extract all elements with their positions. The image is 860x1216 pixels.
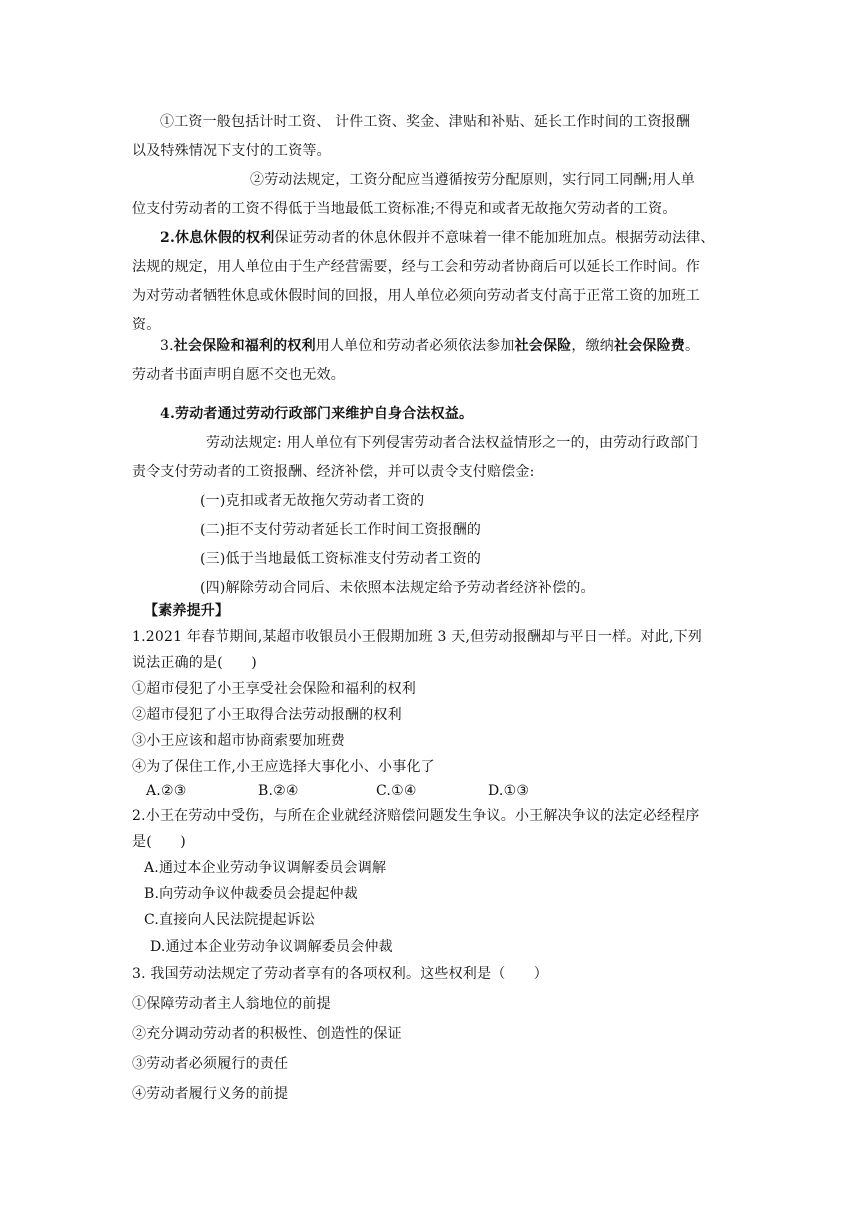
question-1-option-c: C.①④ (376, 783, 417, 799)
question-1-option-d: D.①③ (488, 783, 530, 799)
question-2-option-c: C.直接向人民法院提起诉讼 (144, 912, 316, 928)
wage-item-2-line-1: ②劳动法规定，工资分配应当遵循按劳分配原则，实行同工同酬;用人单 (250, 172, 696, 188)
question-3-stem: 3. 我国劳动法规定了劳动者享有的各项权利。这些权利是（ ） (132, 966, 549, 982)
question-2-stem-line-2: 是( ) (132, 834, 186, 850)
labor-admin-heading: 4.劳动者通过劳动行政部门来维护自身合法权益。 (160, 406, 474, 422)
section-title: 【素养提升】 (144, 603, 230, 619)
labor-admin-line-1: 劳动法规定: 用人单位有下列侵害劳动者合法权益情形之一的，由劳动行政部门 (206, 435, 699, 451)
labor-admin-list-item: (一)克扣或者无故拖欠劳动者工资的 (200, 493, 425, 509)
rest-rights-paragraph-line-1: 2.休息休假的权利保证劳动者的休息休假并不意味着一律不能加班加点。根据劳动法律、 (160, 230, 715, 246)
question-3-statement: ④劳动者履行义务的前提 (132, 1086, 289, 1102)
question-1-statement: ④为了保住工作,小王应选择大事化小、小事化了 (132, 759, 435, 775)
question-1-stem-line-2: 说法正确的是( ) (132, 655, 257, 671)
wage-item-2-line-2: 位支付劳动者的工资不得低于当地最低工资标准;不得克和或者无故拖欠劳动者的工资。 (132, 201, 677, 217)
social-insurance-paragraph-line-1: 3.社会保险和福利的权利用人单位和劳动者必须依法参加社会保险，缴纳社会保险费。 (160, 338, 700, 354)
labor-admin-list-item: (二)拒不支付劳动者延长工作时间工资报酬的 (200, 522, 482, 538)
question-3-statement: ①保障劳动者主人翁地位的前提 (132, 996, 331, 1012)
question-1-option-b: B.②④ (258, 783, 299, 799)
social-insurance-line-2: 劳动者书面声明自愿不交也无效。 (132, 367, 345, 383)
wage-item-1-line-2: 以及特殊情况下支付的工资等。 (132, 143, 331, 159)
question-1-statement: ①超市侵犯了小王享受社会保险和福利的权利 (132, 681, 416, 697)
question-1-stem-line-1: 1.2021 年春节期间,某超市收银员小王假期加班 3 天,但劳动报酬却与平日一样。对此,下列 (132, 629, 702, 645)
question-3-statement: ②充分调动劳动者的积极性、创造性的保证 (132, 1026, 402, 1042)
question-1-statement: ③小王应该和超市协商索要加班费 (132, 733, 345, 749)
question-2-option-b: B.向劳动争议仲裁委员会提起仲裁 (144, 886, 358, 902)
question-3-statement: ③劳动者必须履行的责任 (132, 1056, 289, 1072)
labor-admin-list-item: (三)低于当地最低工资标准支付劳动者工资的 (200, 551, 482, 567)
rest-rights-line-4: 资。 (132, 317, 161, 333)
labor-admin-list-item: (四)解除劳动合同后、未依照本法规定给予劳动者经济补偿的。 (200, 580, 595, 596)
rest-rights-line-2: 法规的规定，用人单位由于生产经营需要，经与工会和劳动者协商后可以延长工作时间。作 (132, 259, 700, 275)
rest-rights-heading: 2.休息休假的权利 (160, 230, 275, 246)
question-2-option-a: A.通过本企业劳动争议调解委员会调解 (144, 860, 387, 876)
wage-item-1-line-1: ①工资一般包括计时工资、 计件工资、奖金、津贴和补贴、延长工作时间的工资报酬 (160, 114, 691, 130)
question-2-option-d: D.通过本企业劳动争议调解委员会仲裁 (150, 939, 393, 955)
rest-rights-line-3: 为对劳动者牺牲休息或休假时间的回报，用人单位必须向劳动者支付高于正常工资的加班工 (132, 288, 700, 304)
question-1-option-a: A.②③ (146, 783, 187, 799)
question-2-stem-line-1: 2.小王在劳动中受伤，与所在企业就经济赔偿问题发生争议。小王解决争议的法定必经程序 (132, 808, 700, 824)
social-insurance-heading: 社会保险和福利的权利 (173, 338, 316, 354)
labor-admin-line-2: 责令支付劳动者的工资报酬、经济补偿，并可以责令支付赔偿金: (132, 464, 535, 480)
question-1-statement: ②超市侵犯了小王取得合法劳动报酬的权利 (132, 707, 402, 723)
